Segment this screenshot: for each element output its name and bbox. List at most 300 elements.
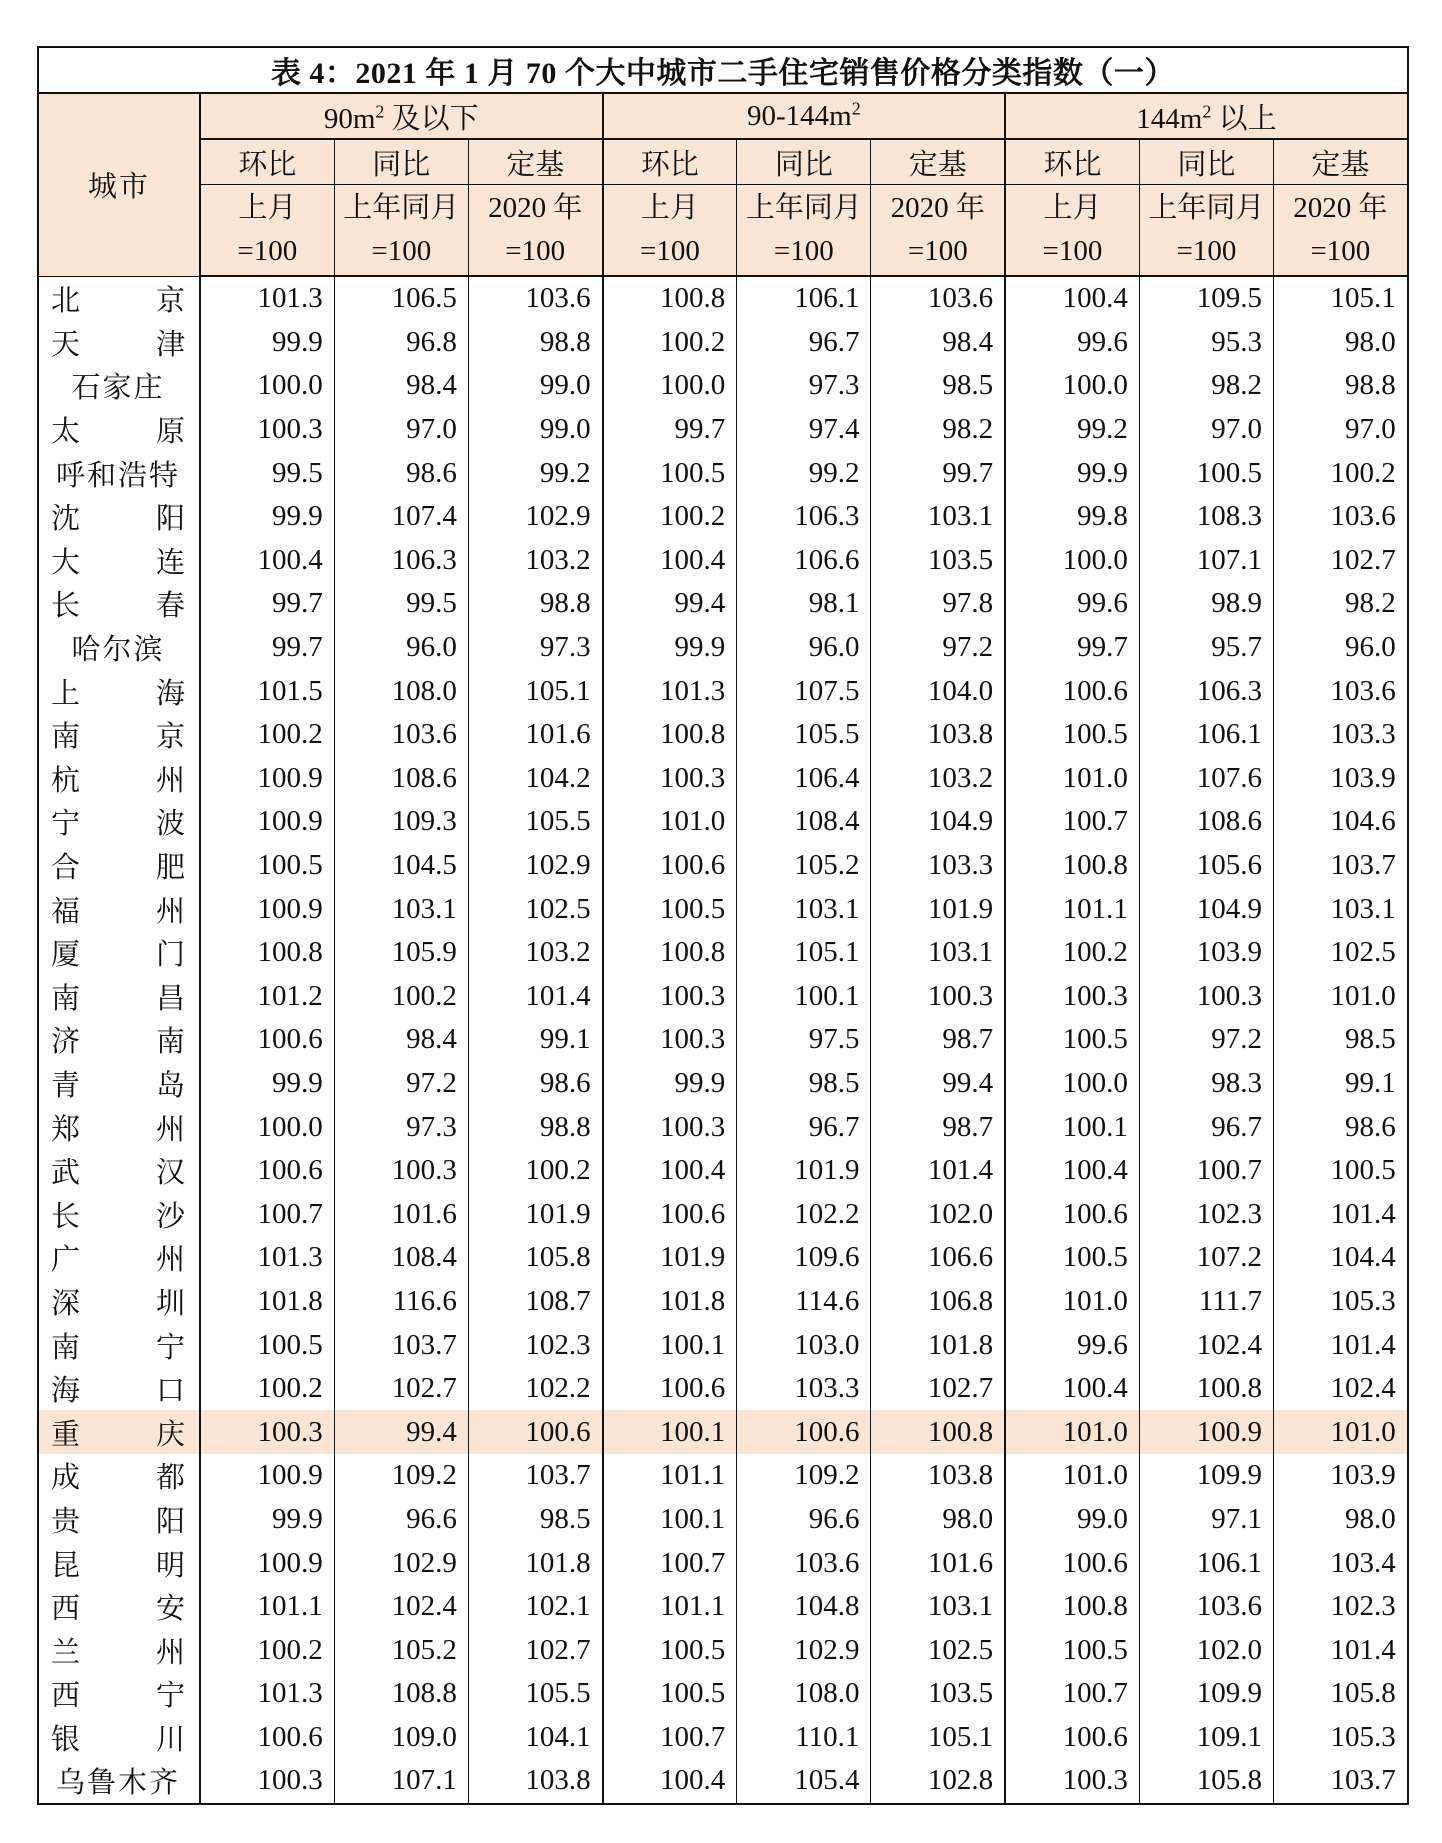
value-cell: 98.5 bbox=[871, 364, 1005, 408]
value-cell: 105.3 bbox=[1274, 1716, 1408, 1760]
value-cell: 98.7 bbox=[871, 1105, 1005, 1149]
value-cell: 101.3 bbox=[200, 1236, 334, 1280]
table-row bbox=[38, 1236, 1408, 1280]
city-char: 银 bbox=[51, 1723, 81, 1756]
city-cell bbox=[38, 1541, 200, 1585]
city-cell bbox=[38, 844, 200, 888]
value-cell: 106.1 bbox=[1139, 1541, 1273, 1585]
table-row bbox=[38, 1280, 1408, 1324]
value-cell: 98.0 bbox=[871, 1498, 1005, 1542]
value-cell: 103.6 bbox=[737, 1541, 871, 1585]
city-char: 成 bbox=[51, 1462, 81, 1495]
value-cell: 99.8 bbox=[1005, 495, 1139, 539]
unit-header-fixed-base bbox=[1274, 185, 1408, 277]
value-cell: 98.2 bbox=[871, 408, 1005, 452]
value-cell: 99.6 bbox=[1005, 582, 1139, 626]
city-char: 昆 bbox=[51, 1549, 81, 1582]
value-cell: 98.5 bbox=[468, 1498, 602, 1542]
value-cell: 102.9 bbox=[468, 495, 602, 539]
city-char: 春 bbox=[155, 590, 185, 623]
value-cell: 107.5 bbox=[737, 669, 871, 713]
value-cell: 103.6 bbox=[1274, 669, 1408, 713]
value-cell: 100.7 bbox=[1005, 800, 1139, 844]
value-cell: 100.9 bbox=[200, 1541, 334, 1585]
value-cell: 100.3 bbox=[334, 1149, 468, 1193]
value-cell: 101.4 bbox=[468, 975, 602, 1019]
value-cell: 102.9 bbox=[737, 1628, 871, 1672]
group-header-medium bbox=[603, 93, 1006, 139]
value-cell: 98.0 bbox=[1274, 321, 1408, 365]
city-char: 京 bbox=[155, 285, 185, 318]
city-char: 岛 bbox=[155, 1069, 185, 1102]
value-cell: 109.5 bbox=[1139, 276, 1273, 321]
city-char: 海 bbox=[155, 677, 185, 710]
city-char: 肥 bbox=[155, 852, 185, 885]
table-title: 表 4：2021 年 1 月 70 个大中城市二手住宅销售价格分类指数（一） bbox=[38, 47, 1408, 93]
value-cell: 99.0 bbox=[468, 364, 602, 408]
value-cell: 103.7 bbox=[1274, 844, 1408, 888]
city-char: 贵 bbox=[51, 1505, 81, 1538]
city-cell bbox=[38, 1280, 200, 1324]
value-cell: 100.5 bbox=[1274, 1149, 1408, 1193]
value-cell: 100.9 bbox=[200, 887, 334, 931]
value-cell: 100.5 bbox=[1005, 1236, 1139, 1280]
value-cell: 96.0 bbox=[737, 626, 871, 670]
city-char: 厦 bbox=[51, 939, 81, 972]
value-cell: 100.6 bbox=[737, 1410, 871, 1454]
value-cell: 102.8 bbox=[871, 1759, 1005, 1804]
value-cell: 103.6 bbox=[468, 276, 602, 321]
value-cell: 100.6 bbox=[603, 844, 737, 888]
value-cell: 101.8 bbox=[871, 1323, 1005, 1367]
value-cell: 97.0 bbox=[334, 408, 468, 452]
group-header-sup: 2 bbox=[375, 100, 385, 121]
value-cell: 105.6 bbox=[1139, 844, 1273, 888]
table-row bbox=[38, 1410, 1408, 1454]
value-cell: 107.2 bbox=[1139, 1236, 1273, 1280]
value-cell: 96.7 bbox=[737, 321, 871, 365]
value-cell: 98.0 bbox=[1274, 1498, 1408, 1542]
value-cell: 105.3 bbox=[1274, 1280, 1408, 1324]
city-name bbox=[51, 1325, 185, 1366]
value-cell: 102.5 bbox=[871, 1628, 1005, 1672]
value-cell: 100.9 bbox=[200, 800, 334, 844]
value-cell: 101.4 bbox=[1274, 1192, 1408, 1236]
value-cell: 101.0 bbox=[603, 800, 737, 844]
sub-header-yoy: 同比 bbox=[334, 139, 468, 185]
value-cell: 99.2 bbox=[737, 451, 871, 495]
value-cell: 97.5 bbox=[737, 1018, 871, 1062]
city-name bbox=[51, 1455, 185, 1496]
value-cell: 108.8 bbox=[334, 1672, 468, 1716]
city-name bbox=[51, 1673, 185, 1714]
unit-line2: =100 bbox=[639, 235, 700, 267]
value-cell: 96.8 bbox=[334, 321, 468, 365]
value-cell: 102.7 bbox=[1274, 539, 1408, 583]
city-char: 门 bbox=[155, 939, 185, 972]
value-cell: 100.5 bbox=[1005, 1018, 1139, 1062]
table-row bbox=[38, 1105, 1408, 1149]
value-cell: 106.4 bbox=[737, 757, 871, 801]
value-cell: 102.7 bbox=[334, 1367, 468, 1411]
table-row bbox=[38, 1628, 1408, 1672]
value-cell: 107.6 bbox=[1139, 757, 1273, 801]
value-cell: 101.8 bbox=[200, 1280, 334, 1324]
document bbox=[37, 46, 1407, 1805]
city-name: 哈尔滨 bbox=[71, 634, 165, 667]
value-cell: 103.4 bbox=[1274, 1541, 1408, 1585]
value-cell: 97.2 bbox=[334, 1062, 468, 1106]
value-cell: 99.6 bbox=[1005, 321, 1139, 365]
value-cell: 101.5 bbox=[200, 669, 334, 713]
city-char: 济 bbox=[51, 1026, 81, 1059]
city-name bbox=[51, 1499, 185, 1540]
value-cell: 99.7 bbox=[200, 626, 334, 670]
city-char: 庆 bbox=[155, 1418, 185, 1451]
value-cell: 100.8 bbox=[1005, 1585, 1139, 1629]
value-cell: 100.4 bbox=[200, 539, 334, 583]
value-cell: 103.1 bbox=[334, 887, 468, 931]
city-column-header: 城市 bbox=[38, 93, 200, 276]
value-cell: 105.8 bbox=[1139, 1759, 1273, 1804]
value-cell: 105.5 bbox=[468, 800, 602, 844]
unit-line2: =100 bbox=[237, 235, 298, 267]
value-cell: 100.1 bbox=[603, 1410, 737, 1454]
value-cell: 105.8 bbox=[1274, 1672, 1408, 1716]
city-char: 沈 bbox=[51, 503, 81, 536]
sub-header-fixed-base: 定基 bbox=[871, 139, 1005, 185]
city-name: 乌鲁木齐 bbox=[55, 1767, 180, 1800]
value-cell: 100.0 bbox=[200, 364, 334, 408]
value-cell: 98.8 bbox=[1274, 364, 1408, 408]
value-cell: 98.2 bbox=[1139, 364, 1273, 408]
city-char: 口 bbox=[155, 1375, 185, 1408]
value-cell: 103.7 bbox=[334, 1323, 468, 1367]
value-cell: 100.3 bbox=[603, 1018, 737, 1062]
value-cell: 103.9 bbox=[1139, 931, 1273, 975]
value-cell: 103.8 bbox=[468, 1759, 602, 1804]
city-cell bbox=[38, 975, 200, 1019]
value-cell: 96.6 bbox=[334, 1498, 468, 1542]
value-cell: 100.5 bbox=[603, 1672, 737, 1716]
value-cell: 103.1 bbox=[871, 931, 1005, 975]
value-cell: 101.6 bbox=[468, 713, 602, 757]
value-cell: 100.3 bbox=[603, 1105, 737, 1149]
value-cell: 102.2 bbox=[737, 1192, 871, 1236]
city-cell bbox=[38, 1192, 200, 1236]
value-cell: 100.5 bbox=[603, 1628, 737, 1672]
value-cell: 104.9 bbox=[871, 800, 1005, 844]
value-cell: 100.4 bbox=[603, 1759, 737, 1804]
value-cell: 96.7 bbox=[1139, 1105, 1273, 1149]
value-cell: 103.1 bbox=[871, 495, 1005, 539]
city-char: 长 bbox=[51, 1200, 81, 1233]
value-cell: 103.5 bbox=[871, 539, 1005, 583]
city-name bbox=[51, 1368, 185, 1409]
value-cell: 106.6 bbox=[871, 1236, 1005, 1280]
value-cell: 107.4 bbox=[334, 495, 468, 539]
value-cell: 99.0 bbox=[468, 408, 602, 452]
value-cell: 105.2 bbox=[334, 1628, 468, 1672]
value-cell: 105.4 bbox=[737, 1759, 871, 1804]
table-row bbox=[38, 1367, 1408, 1411]
value-cell: 100.6 bbox=[200, 1149, 334, 1193]
value-cell: 98.6 bbox=[334, 451, 468, 495]
value-cell: 104.2 bbox=[468, 757, 602, 801]
value-cell: 100.3 bbox=[603, 757, 737, 801]
city-cell bbox=[38, 1454, 200, 1498]
city-name bbox=[51, 758, 185, 799]
unit-header-yoy bbox=[1139, 185, 1273, 277]
value-cell: 101.6 bbox=[871, 1541, 1005, 1585]
unit-line2: =100 bbox=[1310, 235, 1371, 267]
value-cell: 100.3 bbox=[200, 408, 334, 452]
value-cell: 102.5 bbox=[468, 887, 602, 931]
value-cell: 100.8 bbox=[1005, 844, 1139, 888]
table-row bbox=[38, 1716, 1408, 1760]
value-cell: 100.2 bbox=[603, 321, 737, 365]
city-char: 川 bbox=[155, 1723, 185, 1756]
city-cell bbox=[38, 757, 200, 801]
value-cell: 108.0 bbox=[334, 669, 468, 713]
value-cell: 105.1 bbox=[737, 931, 871, 975]
value-cell: 99.4 bbox=[334, 1410, 468, 1454]
value-cell: 105.8 bbox=[468, 1236, 602, 1280]
city-name bbox=[51, 1281, 185, 1322]
table-row bbox=[38, 1062, 1408, 1106]
table-row bbox=[38, 844, 1408, 888]
value-cell: 100.7 bbox=[1139, 1149, 1273, 1193]
group-header-sup: 2 bbox=[851, 97, 861, 118]
value-cell: 103.9 bbox=[1274, 1454, 1408, 1498]
value-cell: 110.1 bbox=[737, 1716, 871, 1760]
group-header-suffix: 以上 bbox=[1211, 102, 1277, 135]
city-cell bbox=[38, 1410, 200, 1454]
city-char: 武 bbox=[51, 1157, 81, 1190]
value-cell: 100.3 bbox=[1005, 1759, 1139, 1804]
city-char: 上 bbox=[51, 677, 81, 710]
city-char: 杭 bbox=[51, 764, 81, 797]
value-cell: 102.7 bbox=[468, 1628, 602, 1672]
value-cell: 105.5 bbox=[737, 713, 871, 757]
value-cell: 96.0 bbox=[1274, 626, 1408, 670]
group-header-base: 144m bbox=[1136, 102, 1203, 135]
table-row bbox=[38, 1541, 1408, 1585]
value-cell: 100.5 bbox=[1005, 713, 1139, 757]
city-char: 海 bbox=[51, 1375, 81, 1408]
city-char: 安 bbox=[155, 1593, 185, 1626]
unit-line2: =100 bbox=[1176, 235, 1237, 267]
city-name bbox=[51, 932, 185, 973]
city-name bbox=[51, 1717, 185, 1758]
table-row bbox=[38, 1454, 1408, 1498]
city-char: 波 bbox=[155, 808, 185, 841]
value-cell: 104.9 bbox=[1139, 887, 1273, 931]
table-row bbox=[38, 931, 1408, 975]
table-row bbox=[38, 451, 1408, 495]
value-cell: 100.6 bbox=[1005, 1716, 1139, 1760]
city-char: 大 bbox=[51, 546, 81, 579]
city-name bbox=[51, 278, 185, 319]
value-cell: 101.1 bbox=[603, 1454, 737, 1498]
value-cell: 100.5 bbox=[1139, 451, 1273, 495]
city-cell bbox=[38, 1498, 200, 1542]
city-name bbox=[51, 1237, 185, 1278]
city-char: 郑 bbox=[51, 1113, 81, 1146]
value-cell: 100.0 bbox=[603, 364, 737, 408]
city-name bbox=[51, 322, 185, 363]
value-cell: 103.1 bbox=[871, 1585, 1005, 1629]
value-cell: 99.9 bbox=[200, 1062, 334, 1106]
value-cell: 100.5 bbox=[603, 451, 737, 495]
value-cell: 101.4 bbox=[1274, 1628, 1408, 1672]
unit-line2: =100 bbox=[371, 235, 432, 267]
value-cell: 103.6 bbox=[871, 276, 1005, 321]
city-name bbox=[51, 1586, 185, 1627]
value-cell: 100.6 bbox=[1005, 1541, 1139, 1585]
value-cell: 101.4 bbox=[871, 1149, 1005, 1193]
value-cell: 102.4 bbox=[334, 1585, 468, 1629]
value-cell: 100.2 bbox=[200, 713, 334, 757]
value-cell: 103.2 bbox=[871, 757, 1005, 801]
value-cell: 98.4 bbox=[334, 1018, 468, 1062]
city-char: 深 bbox=[51, 1287, 81, 1320]
value-cell: 97.0 bbox=[1274, 408, 1408, 452]
value-cell: 98.3 bbox=[1139, 1062, 1273, 1106]
city-name bbox=[51, 1150, 185, 1191]
value-cell: 99.9 bbox=[200, 1498, 334, 1542]
value-cell: 98.7 bbox=[871, 1018, 1005, 1062]
value-cell: 99.1 bbox=[468, 1018, 602, 1062]
unit-line1: 2020 年 bbox=[1293, 192, 1388, 224]
table-row bbox=[38, 1759, 1408, 1804]
table-row bbox=[38, 276, 1408, 321]
city-name bbox=[51, 1412, 185, 1453]
value-cell: 101.3 bbox=[200, 1672, 334, 1716]
value-cell: 99.9 bbox=[603, 626, 737, 670]
value-cell: 102.0 bbox=[871, 1192, 1005, 1236]
value-cell: 101.9 bbox=[603, 1236, 737, 1280]
value-cell: 98.8 bbox=[468, 582, 602, 626]
city-char: 太 bbox=[51, 416, 81, 449]
value-cell: 100.0 bbox=[200, 1105, 334, 1149]
sub-header-mom: 环比 bbox=[1005, 139, 1139, 185]
value-cell: 97.0 bbox=[1139, 408, 1273, 452]
value-cell: 101.9 bbox=[468, 1192, 602, 1236]
unit-line1: 2020 年 bbox=[890, 192, 985, 224]
value-cell: 106.8 bbox=[871, 1280, 1005, 1324]
value-cell: 96.0 bbox=[334, 626, 468, 670]
table-row bbox=[38, 1672, 1408, 1716]
city-char: 南 bbox=[51, 721, 81, 754]
value-cell: 98.8 bbox=[468, 1105, 602, 1149]
value-cell: 101.4 bbox=[1274, 1323, 1408, 1367]
value-cell: 100.8 bbox=[871, 1410, 1005, 1454]
value-cell: 100.1 bbox=[1005, 1105, 1139, 1149]
value-cell: 105.2 bbox=[737, 844, 871, 888]
value-cell: 102.5 bbox=[1274, 931, 1408, 975]
sub-header-fixed-base: 定基 bbox=[1274, 139, 1408, 185]
group-header-large bbox=[1005, 93, 1408, 139]
value-cell: 100.2 bbox=[1274, 451, 1408, 495]
value-cell: 100.5 bbox=[1005, 1628, 1139, 1672]
city-cell bbox=[38, 321, 200, 365]
city-char: 重 bbox=[51, 1418, 81, 1451]
value-cell: 101.9 bbox=[737, 1149, 871, 1193]
table-row bbox=[38, 1149, 1408, 1193]
value-cell: 103.3 bbox=[737, 1367, 871, 1411]
city-name bbox=[51, 671, 185, 712]
value-cell: 95.7 bbox=[1139, 626, 1273, 670]
unit-line1: 上月 bbox=[640, 192, 699, 224]
value-cell: 104.0 bbox=[871, 669, 1005, 713]
sub-header-fixed-base: 定基 bbox=[468, 139, 602, 185]
city-name bbox=[51, 409, 185, 450]
sub-header-yoy: 同比 bbox=[737, 139, 871, 185]
value-cell: 105.1 bbox=[1274, 276, 1408, 321]
table-row bbox=[38, 800, 1408, 844]
value-cell: 100.5 bbox=[603, 887, 737, 931]
city-cell bbox=[38, 451, 200, 495]
value-cell: 100.3 bbox=[1139, 975, 1273, 1019]
table-row bbox=[38, 1018, 1408, 1062]
value-cell: 100.4 bbox=[603, 539, 737, 583]
value-cell: 103.1 bbox=[1274, 887, 1408, 931]
unit-header-fixed-base bbox=[871, 185, 1005, 277]
city-cell bbox=[38, 1018, 200, 1062]
value-cell: 102.1 bbox=[468, 1585, 602, 1629]
value-cell: 101.0 bbox=[1005, 1280, 1139, 1324]
value-cell: 100.6 bbox=[200, 1018, 334, 1062]
value-cell: 100.8 bbox=[1139, 1367, 1273, 1411]
unit-line2: =100 bbox=[505, 235, 566, 267]
table-row bbox=[38, 408, 1408, 452]
value-cell: 99.2 bbox=[1005, 408, 1139, 452]
value-cell: 99.4 bbox=[603, 582, 737, 626]
value-cell: 109.9 bbox=[1139, 1454, 1273, 1498]
value-cell: 97.1 bbox=[1139, 1498, 1273, 1542]
city-char: 连 bbox=[155, 546, 185, 579]
city-char: 兰 bbox=[51, 1636, 81, 1669]
city-name bbox=[51, 496, 185, 537]
value-cell: 106.6 bbox=[737, 539, 871, 583]
city-char: 西 bbox=[51, 1593, 81, 1626]
city-cell bbox=[38, 1149, 200, 1193]
value-cell: 106.5 bbox=[334, 276, 468, 321]
table-row bbox=[38, 975, 1408, 1019]
value-cell: 102.2 bbox=[468, 1367, 602, 1411]
value-cell: 98.2 bbox=[1274, 582, 1408, 626]
city-name bbox=[51, 801, 185, 842]
city-name bbox=[51, 1107, 185, 1148]
value-cell: 97.3 bbox=[468, 626, 602, 670]
value-cell: 103.8 bbox=[871, 713, 1005, 757]
unit-header-mom bbox=[200, 185, 334, 277]
city-char: 阳 bbox=[155, 503, 185, 536]
city-char: 合 bbox=[51, 852, 81, 885]
value-cell: 102.3 bbox=[468, 1323, 602, 1367]
value-cell: 101.0 bbox=[1005, 1454, 1139, 1498]
value-cell: 95.3 bbox=[1139, 321, 1273, 365]
city-cell bbox=[38, 1759, 200, 1804]
value-cell: 104.6 bbox=[1274, 800, 1408, 844]
value-cell: 100.2 bbox=[200, 1367, 334, 1411]
value-cell: 97.3 bbox=[737, 364, 871, 408]
value-cell: 111.7 bbox=[1139, 1280, 1273, 1324]
city-char: 宁 bbox=[155, 1331, 185, 1364]
value-cell: 109.2 bbox=[334, 1454, 468, 1498]
table-row bbox=[38, 539, 1408, 583]
